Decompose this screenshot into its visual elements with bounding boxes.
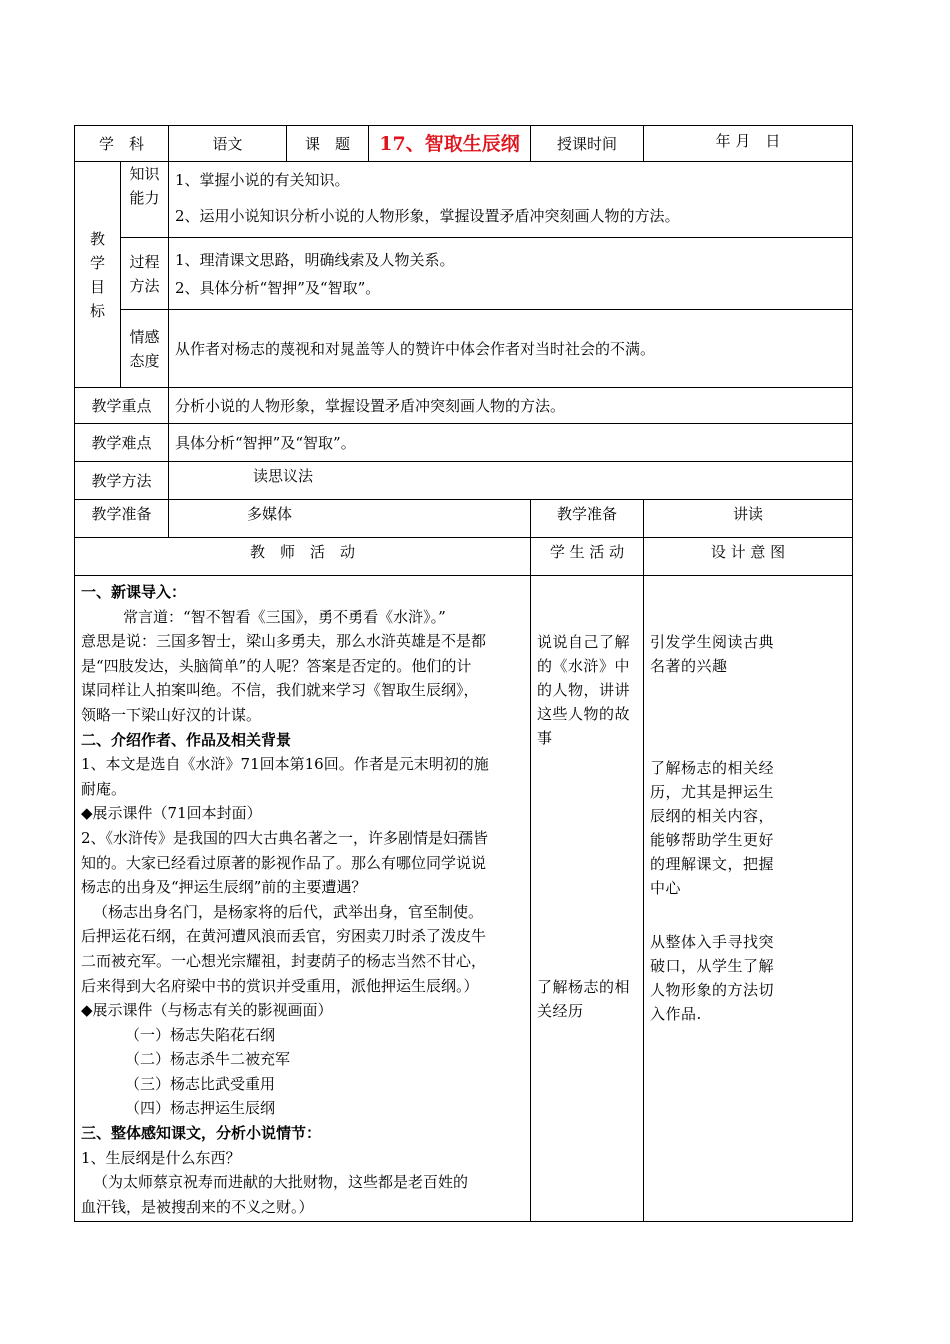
knowledge-label-2: 能力 (129, 189, 160, 207)
teacher-text-line: ◆展示课件（71回本封面） (81, 804, 262, 823)
prep-label-2: 教学准备 (531, 500, 644, 538)
lesson-plan-table (74, 125, 853, 1222)
design-intent-line: 人物形象的方法切 (650, 981, 775, 999)
teacher-text-line: 1、本文是选自《水浒》71回本第16回。作者是元末明初的施 (81, 755, 489, 774)
teacher-text-line: 二而被充军。一心想光宗耀祖，封妻荫子的杨志当然不甘心， (81, 951, 487, 970)
method-label: 教学方法 (75, 462, 169, 500)
teacher-text-line: （一）杨志失陷花石纲 (125, 1025, 276, 1044)
process-label-1: 过程 (129, 252, 160, 271)
subject-label: 学 科 (75, 126, 169, 162)
design-intent-line: 从整体入手寻找突 (650, 933, 775, 951)
process-item: 1、理清课文思路，明确线索及人物关系。 (175, 250, 455, 269)
teacher-text-line: 血汗钱，是被搜刮来的不义之财。） (81, 1197, 314, 1216)
teacher-text-line: 谋同样让人拍案叫绝。不信，我们就来学习《智取生辰纲》， (81, 681, 479, 700)
teacher-activity-content (75, 576, 531, 1222)
key-point-text: 分析小说的人物形象，掌握设置矛盾冲突刻画人物的方法。 (169, 388, 853, 424)
knowledge-label-1: 知识 (129, 165, 160, 183)
student-activity-block (537, 975, 637, 1023)
design-intent-line: 引发学生阅读古典 (650, 633, 775, 651)
design-intent-line: 历，尤其是押运生 (650, 783, 775, 801)
teacher-text-line: 杨志的出身及“押运生辰纲”前的主要遭遇？ (81, 878, 367, 897)
knowledge-label (121, 162, 169, 238)
key-point-label: 教学重点 (75, 388, 169, 424)
process-label-2: 方法 (129, 276, 160, 295)
time-value: 年 月 日 (644, 126, 853, 162)
section-heading: 二、介绍作者、作品及相关背景 (81, 730, 292, 749)
student-activity-line: 关经历 (537, 1002, 584, 1020)
design-intent-line: 入作品. (650, 1005, 702, 1023)
process-goals (169, 238, 853, 310)
process-item: 2、具体分析“智押”及“智取”。 (175, 278, 381, 297)
teacher-text-line: 耐庵。 (81, 779, 127, 798)
goals-label-char: 标 (89, 301, 105, 320)
design-intent-block (650, 930, 846, 1026)
section-heading: 一、新课导入： (81, 583, 187, 601)
goals-label (75, 162, 121, 388)
prep-value: 多媒体 (169, 500, 531, 538)
teacher-text-line: 知的。大家已经看过原著的影视作品了。那么有哪位同学说说 (81, 853, 487, 872)
teacher-activity-header: 教 师 活 动 (75, 538, 531, 576)
student-activity-content (531, 576, 644, 1222)
teacher-text-line: ◆展示课件（与杨志有关的影视画面） (81, 1001, 333, 1020)
emotion-label-2: 态度 (129, 351, 160, 370)
design-intent-line: 中心 (650, 879, 682, 897)
design-intent-line: 名著的兴趣 (650, 657, 728, 675)
teacher-text-line: 意思是说：三国多智士，梁山多勇夫，那么水浒英雄是不是都 (81, 632, 487, 651)
prep-value-2: 讲读 (644, 500, 853, 538)
design-intent-header: 设 计 意 图 (644, 538, 853, 576)
teacher-text-line: （为太师蔡京祝寿而进献的大批财物，这些都是老百姓的 (93, 1173, 469, 1192)
goals-label-char: 目 (89, 277, 105, 296)
teacher-text-line: （杨志出身名门，是杨家将的后代，武举出身，官至制使。 (93, 902, 484, 921)
goals-label-char: 学 (89, 253, 105, 272)
design-intent-line: 破口，从学生了解 (650, 957, 775, 975)
teacher-text-line: 是“四肢发达，头脑简单”的人呢？答案是否定的。他们的计 (81, 656, 472, 675)
topic-label: 课 题 (287, 126, 369, 162)
student-activity-block (537, 630, 637, 750)
teacher-text-line: （四）杨志押运生辰纲 (125, 1099, 276, 1118)
student-activity-line: 的《水浒》中 (537, 657, 631, 675)
teacher-text-line: （三）杨志比武受重用 (125, 1074, 276, 1093)
teacher-text-line: 后来得到大名府梁中书的赏识并受重用，派他押运生辰纲。） (81, 976, 479, 995)
emotion-label (121, 310, 169, 388)
lesson-title: 17、智取生辰纲 (369, 126, 531, 162)
student-activity-line: 了解杨志的相 (537, 978, 631, 996)
subject-value: 语文 (169, 126, 287, 162)
knowledge-goals (169, 162, 853, 238)
process-label (121, 238, 169, 310)
teacher-text-line: 1、生辰纲是什么东西？ (81, 1148, 241, 1167)
design-intent-block (650, 630, 846, 678)
design-intent-line: 了解杨志的相关经 (650, 759, 775, 777)
student-activity-line: 这些人物的故 (537, 705, 631, 723)
method-text: 读思议法 (169, 462, 853, 500)
emotion-label-1: 情感 (129, 327, 160, 346)
teacher-text-line: （二）杨志杀牛二被充军 (125, 1050, 291, 1069)
difficulty-label: 教学难点 (75, 424, 169, 462)
section-heading: 三、整体感知课文，分析小说情节： (81, 1124, 322, 1143)
teacher-text-line: 2、《水浒传》是我国的四大古典名著之一，许多剧情是妇孺皆 (81, 828, 489, 847)
student-activity-line: 说说自己了解 (537, 633, 631, 651)
knowledge-item: 1、掌握小说的有关知识。 (175, 171, 350, 189)
goals-label-char: 教 (89, 229, 105, 248)
design-intent-block (650, 756, 846, 900)
prep-label: 教学准备 (75, 500, 169, 538)
difficulty-text: 具体分析“智押”及“智取”。 (169, 424, 853, 462)
student-activity-line: 的人物，讲讲 (537, 681, 631, 699)
teacher-text-line: 领略一下梁山好汉的计谋。 (81, 705, 262, 724)
student-activity-header: 学 生 活 动 (531, 538, 644, 576)
teacher-text-line: 常言道：“智不智看《三国》，勇不勇看《水浒》。” (123, 607, 446, 626)
design-intent-line: 辰纲的相关内容， (650, 807, 775, 825)
student-activity-line: 事 (537, 729, 553, 747)
design-intent-content (644, 576, 853, 1222)
time-label: 授课时间 (531, 126, 644, 162)
knowledge-item: 2、运用小说知识分析小说的人物形象，掌握设置矛盾冲突刻画人物的方法。 (175, 207, 680, 225)
teacher-text-line: 后押运花石纲，在黄河遭风浪而丢官，穷困卖刀时杀了泼皮牛 (81, 927, 487, 946)
emotion-goals: 从作者对杨志的蔑视和对晁盖等人的赞许中体会作者对当时社会的不满。 (169, 310, 853, 388)
design-intent-line: 能够帮助学生更好 (650, 831, 775, 849)
design-intent-line: 的理解课文，把握 (650, 855, 775, 873)
